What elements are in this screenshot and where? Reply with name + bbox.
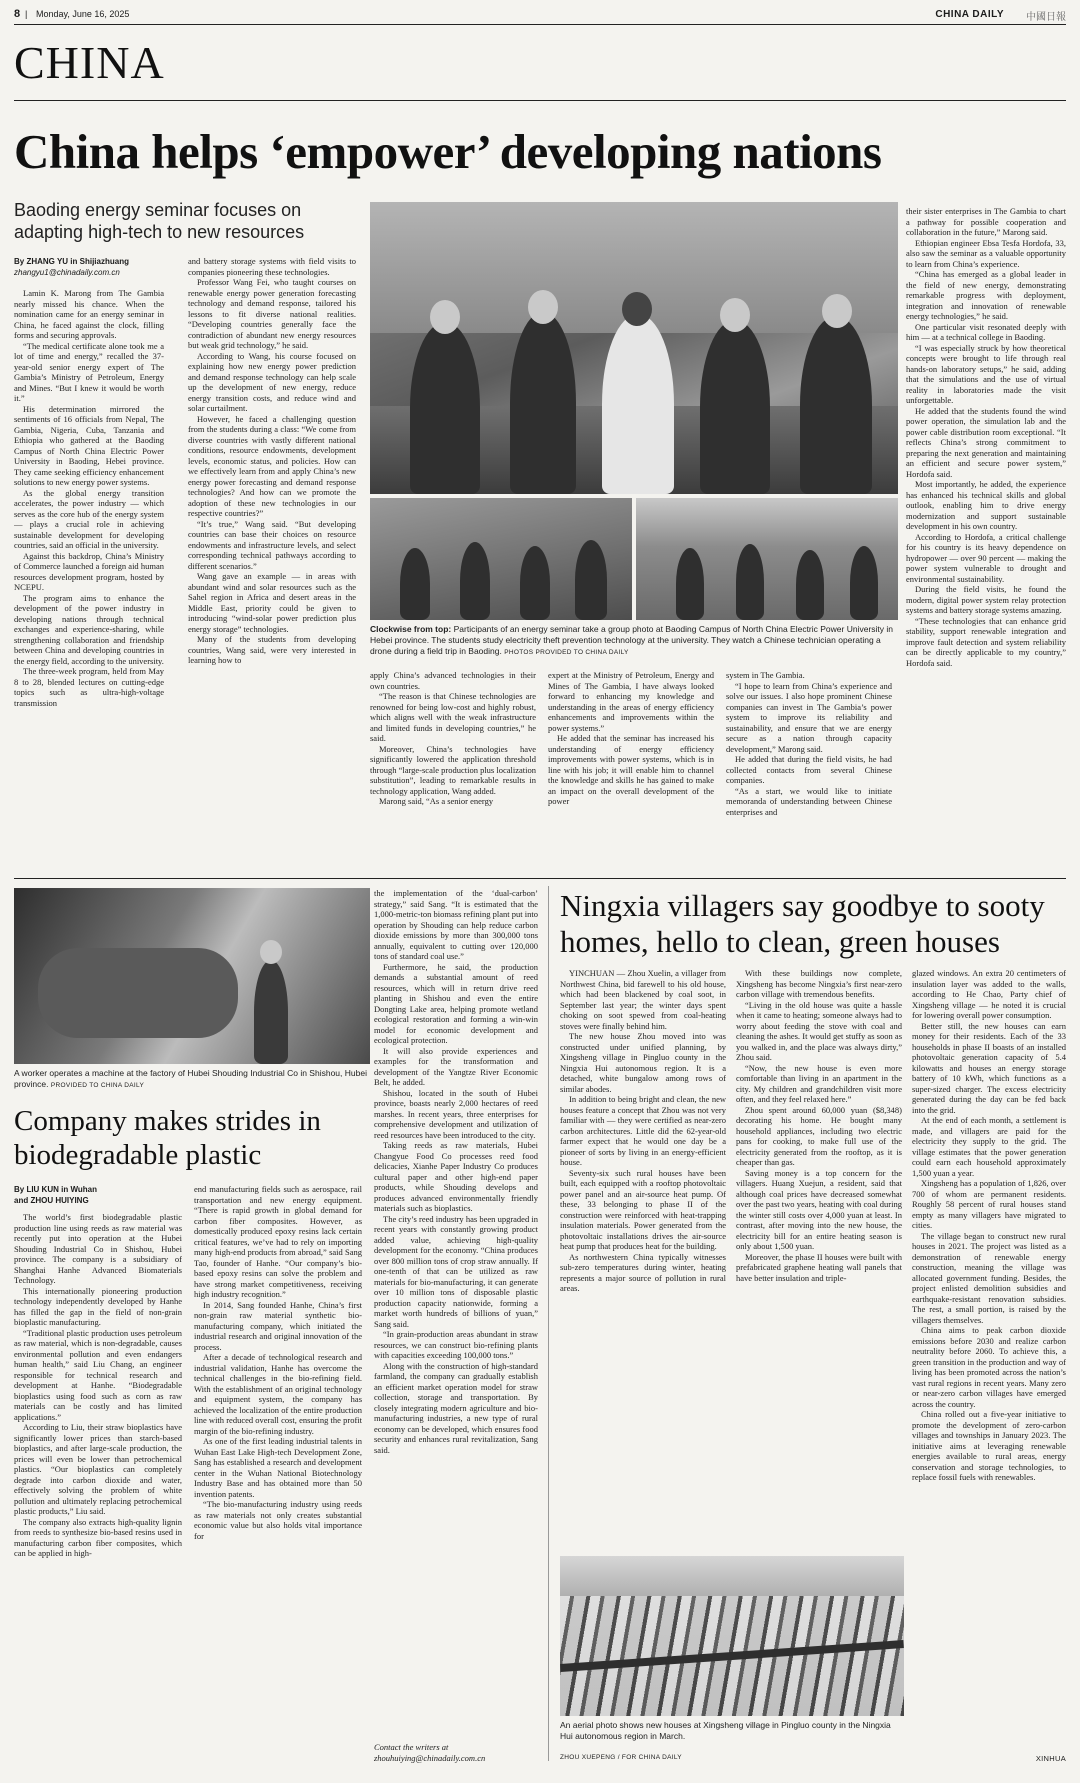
lead-byline <box>14 256 164 278</box>
caption-text: Participants of an energy seminar take a group photo at Baoding Campus of North China Electric Power University in Hebei province. The students study electricity theft prevention technology at the university. They watch a Chinese technician operating a drone during a field trip in Baoding. <box>370 624 893 656</box>
person-figure <box>510 312 576 494</box>
lead-c5-p0: system in The Gambia. <box>726 670 805 680</box>
plastic-c2-p1: In 2014, Sang founded Hanhe, China’s first non-grain raw material synthetic bio-manufacturing company, which initiated the industrial research and original innovation of the process. <box>194 1299 362 1352</box>
paper-name-chinese: 中國日報 <box>1026 12 1066 23</box>
caption-credit: PHOTOS PROVIDED TO CHINA DAILY <box>504 649 629 656</box>
paper-name: CHINA DAILY <box>935 9 1004 20</box>
lead-c6-p6: Most importantly, he added, the experience has enhanced his technical skills and global outlook, enabling him to drive energy modernization and support sustainable development in his own country. <box>906 479 1066 531</box>
mid-rule <box>14 878 1066 879</box>
lead-c1-p1: “The medical certificate alone took me a lot of time and energy,” recalled the 37-year-old senior energy expert of The Gambia’s Ministry of Petroleum, Energy and Mines. “But I knew it would be worth it.” <box>14 340 164 403</box>
lead-c3-p3: Marong said, “As a senior energy <box>379 796 494 806</box>
ningxia-c2-p1: “Living in the old house was quite a hassle when it came to heating; someone always had to worry about feeding the stove with coal and cleaning the ashes. It would get stuffy as soon as you walked in, and the place was always dirty,” Zhou said. <box>736 999 902 1062</box>
lead-c2-p5: Wang gave an example — in areas with abundant wind and solar resources such as the Sahel region in Africa and desert areas in the Middle East, priority could be given to introducing “wind-solar power prediction plus energy storage” technologies. <box>188 571 356 634</box>
contact-label: Contact the writers at <box>374 1742 449 1752</box>
lead-photo-caption <box>370 624 898 658</box>
lead-column-6 <box>906 206 1066 868</box>
ningxia-c2-p0: With these buildings now complete, Xingsheng has become Ningxia’s first near-zero carbon village with tremendous benefits. <box>736 968 902 999</box>
contact-email: zhouhuiying@chinadaily.com.cn <box>374 1753 486 1763</box>
plastic-column-3 <box>374 888 538 1738</box>
person-head <box>822 294 852 328</box>
page-separator: | <box>25 9 28 19</box>
person-figure <box>850 546 878 620</box>
plastic-c3-p1: Furthermore, he said, the production demands a substantial amount of reed resources, which will in return drive reed planting in Shishou and even the entire Dongting Lake area, helping promote wetland ecological restoration and forming a win-win model for economic development and ecological protection. <box>374 961 538 1045</box>
ningxia-c3-p4: The village began to construct new rural houses in 2021. The project was listed as a demonstration of renewable energy construction, meaning the village was allocated government funding. Besides, the project enlisted demolition subsidies and earthquake-resistant renovation subsidies. The rest, a small portion, is raised by the villagers themselves. <box>912 1230 1066 1325</box>
lead-byline-email: zhangyu1@chinadaily.com.cn <box>14 268 120 277</box>
person-figure <box>460 542 490 620</box>
lead-c4-p0: expert at the Ministry of Petroleum, Energy and Mines of The Gambia, I have always looked forward to enhancing my knowledge and understanding in the areas of energy efficiency enhancements and improvements within the power systems.” <box>548 670 714 733</box>
agency-credit: XINHUA <box>1035 1754 1066 1763</box>
plastic-c1-p4: The company also extracts high-quality lignin from reeds to synthesize bio-based resins used in manufacturing carbon fiber composites, which can be applied in high- <box>14 1516 182 1558</box>
ningxia-c3-p0: glazed windows. An extra 20 centimeters of insulation layer was added to the walls, according to He Chao, Party chief of Xingsheng village — he noted it is crucial for lowering overall power consumption. <box>912 968 1066 1020</box>
person-figure <box>796 550 824 620</box>
ningxia-c1-p0: YINCHUAN — Zhou Xuelin, a villager from Northwest China, bid farewell to his old house, which had been blackened by coal soot, in September last year; the winter days spent choking on soot spewed from coal-heating stoves were finally behind him. <box>560 968 726 1031</box>
plastic-c1-p3: According to Liu, their straw bioplastics have significantly lower prices than starch-based bioplastics, and after large-scale production, the prices will even be lower than petrochemical plastics. “Our bioplastics can completely degrade into carbon dioxide and water, effectively solving the problem of white pollution and ultimately replacing petrochemical plastic products,” Liu said. <box>14 1422 182 1516</box>
plastic-c2-p4: “The bio-manufacturing industry using reeds as raw materials not only creates substantial economic value but also holds vital importance for <box>194 1499 362 1541</box>
group-photo <box>370 202 898 494</box>
person-figure <box>676 548 704 620</box>
plastic-byline-1: By LIU KUN in Wuhan <box>14 1185 97 1194</box>
person-head <box>528 290 558 324</box>
lead-c2-p3: However, he faced a challenging question from the students during a class: “We come from diverse countries with vastly different national conditions, resource endowments, development levels, economic status, and policies. How can we effectively learn from and apply China’s new energy power forecasting and demand response technologies? And how can we promote the adoption of these new technologies in our respective countries?” <box>188 413 356 518</box>
factory-caption-credit: PROVIDED TO CHINA DAILY <box>50 1082 145 1089</box>
plastic-c3-p2: It will also provide experiences and examples for the transformation and development of the Yangtze River Economic Belt, he added. <box>374 1045 538 1087</box>
plastic-c1-p2: “Traditional plastic production uses petroleum as raw material, which is non-degradable, causes environmental pollution and even endangers human health,” said Liu Chang, an engineer responsible for technical research and development at Hanhe. “Biodegradable bioplastics using food such as corn as raw materials can be costly and has limited applications.” <box>14 1327 182 1422</box>
person-figure <box>410 322 480 494</box>
person-figure <box>575 540 607 620</box>
lead-c6-p8: During the field visits, he found the modern, digital power system relay protection systems and battery storage systems amazing. <box>906 584 1066 615</box>
lead-column-3 <box>370 670 536 868</box>
lead-subhead: Baoding energy seminar focuses on adapting high-tech to new resources <box>14 200 305 242</box>
lead-c6-p5: He added that the students found the wind power operation, the simulation lab and the power cable distribution room exceptional. “It reflects China’s strong commitment to preparing the next generation and maintaining an efficient and secure power system,” Hordofa said. <box>906 405 1066 479</box>
lead-column-4 <box>548 670 714 868</box>
lead-c1-p6: The three-week program, held from May 8 to 28, blended lectures on cutting-edge topics such as ultra-high-voltage transmission <box>14 666 164 708</box>
lead-c2-p6: Many of the students from developing countries, Wang said, were very interested in learning how to <box>188 634 356 665</box>
worker-head <box>260 940 282 964</box>
plastic-contact <box>374 1742 538 1764</box>
lead-c6-p0: their sister enterprises in The Gambia to chart a pathway for possible cooperation and collaboration in the future,” Marong said. <box>906 206 1066 237</box>
page-number: 8 <box>14 8 21 20</box>
lead-c6-p2: “China has emerged as a global leader in the field of new energy, demonstrating remarkable progress with deployment, integration and innovation of renewable energy technologies,” he said. <box>906 269 1066 321</box>
ningxia-c2-p4: Saving money is a top concern for the villagers. Huang Xuejun, a resident, said that although coal prices have decreased somewhat over the past two years, heating with coal during the winter still costs over 4,000 yuan at least. In contrast, after moving into the new house, the electricity bill for an entire heating season is only about 1,500 yuan. <box>736 1167 902 1251</box>
ningxia-c1-p1: The new house Zhou moved into was constructed under unified planning, by Xingsheng village in Pingluo county in the Ningxia Hui autonomous region. It is a detached, white bungalow among rows of similar abodes. <box>560 1031 726 1094</box>
lead-c2-p1: Professor Wang Fei, who taught courses on renewable energy power generation forecasting technology and demand response, tailored his lessons to fit diverse national realities. “Developing countries generally face the contradiction of abundant new energy resources but weak grid technology,” he said. <box>188 277 356 350</box>
person-head <box>720 298 750 332</box>
aerial-caption: An aerial photo shows new houses at Xingsheng village in Pingluo county in the Ningxia Hui autonomous region in March. <box>560 1720 891 1741</box>
person-head <box>622 292 652 326</box>
factory-caption-text: A worker operates a machine at the factory of Hubei Shouding Industrial Co in Shishou, Hubei province. <box>14 1068 367 1089</box>
lead-c3-p2: Moreover, China’s technologies have significantly lowered the application threshold through “large-scale production plus localization substitution”, leading to remarkable results in technology application, Wang added. <box>370 743 536 796</box>
ningxia-c3-p3: Xingsheng has a population of 1,826, over 700 of whom are permanent residents. Roughly 58 percent of rural houses stand empty as many villagers have migrated to cities. <box>912 1178 1066 1230</box>
ningxia-column-1 <box>560 968 726 1552</box>
lead-headline: China helps ‘empower’ developing nations <box>14 124 882 179</box>
lead-c1-p4: Against this backdrop, China’s Ministry of Commerce launched a foreign aid human resources development program, hosted by NCEPU. <box>14 550 164 592</box>
ningxia-headline: Ningxia villagers say goodbye to sooty homes, hello to clean, green houses <box>560 888 1045 959</box>
ningxia-c3-p5: China aims to peak carbon dioxide emissions before 2030 and realize carbon neutrality before 2060. To achieve this, a green transition in the production and way of living has been promoted across the nation’s vast rural regions in recent years. Many zero or near-zero carbon villages have emerged across the country. <box>912 1325 1066 1409</box>
lead-c4-p1: He added that the seminar has increased his understanding of energy efficiency improvements with power systems, which is in line with his job; it will enable him to channel the knowledge and skills he has gained to make an impact on the overall development of the power <box>548 733 714 806</box>
plastic-column-1 <box>14 1212 182 1766</box>
section-title: CHINA <box>14 37 165 88</box>
drone-photo <box>636 498 898 620</box>
section-rule <box>14 100 1066 101</box>
person-figure <box>602 314 674 494</box>
person-figure <box>400 548 430 620</box>
plastic-c1-p1: This internationally pioneering production technology independently developed by Hanhe has filled the gap in the field of non-grain bioplastic manufacturing. <box>14 1285 182 1327</box>
ningxia-c1-p2: In addition to being bright and clean, the new houses feature a concept that Zhou was not very familiar with — they were certified as near-zero carbon architectures. Little did the 62-year-old farmer expect that he would one day be a pioneer of sorts by living in an energy-efficient house. <box>560 1094 726 1167</box>
worker-figure <box>254 960 288 1064</box>
vertical-rule <box>548 886 549 1761</box>
lead-column-5 <box>726 670 892 868</box>
ningxia-c1-p3: Seventy-six such rural houses have been built, each equipped with a rooftop photovoltaic power panel and an air-source heat pump. Of these, 33 belonging to phase II of the construction were reinforced with heat-trapping insulation materials. Power generated from the photovoltaic installations drives the air-source heat pump that produces heat for the building. <box>560 1167 726 1251</box>
lead-c3-p1: “The reason is that Chinese technologies are renowned for being low-cost and highly robust, which aligns well with the weak infrastructure and limited funds in developing countries,” he said. <box>370 691 536 743</box>
aerial-village-photo <box>560 1556 904 1716</box>
lead-c1-p2: His determination mirrored the sentiments of 16 officials from Nepal, The Gambia, Nigeria, Cuba, Tanzania and Ethiopia who gathered at the Baoding Campus of North China Electric Power University in Baoding, Hebei province. They came seeking efficiency enhancement solutions to new energy power systems. <box>14 403 164 487</box>
plastic-c3-p4: Taking reeds as raw materials, Hubei Changyue Food Co processes reed food delicacies, Xianhe Paper Industry Co produces cultural paper and other high-end paper products, while Shouding develops and produces advanced environmentally friendly materials such as bioplastics. <box>374 1140 538 1213</box>
person-figure <box>520 546 550 620</box>
lead-c2-p2: According to Wang, his course focused on explaining how new energy power prediction and demand response technology can help scale up the development of new energy, reduce energy transition costs, and reduce wind and solar curtailment. <box>188 350 356 413</box>
ningxia-c2-p5: Moreover, the phase II houses were built with prefabricated graphene heating wall panels that have better insulation and triple- <box>736 1251 902 1283</box>
plastic-c3-p3: Shishou, located in the south of Hubei province, boasts nearly 2,000 hectares of reed marshes. In recent years, three enterprises for comprehensive development and utilization of reed resources have been introduced to the city. <box>374 1087 538 1140</box>
ningxia-column-3 <box>912 968 1066 1748</box>
lead-c6-p4: “I was especially struck by how theoretical concepts were brought to life through real hands-on laboratory setups,” he said, adding that the simulations and the use of virtual reality in laboratories made the visit unforgettable. <box>906 342 1066 405</box>
lead-c1-p5: The program aims to enhance the development of the power industry in developing nations through technical exchanges and experience-sharing, while strengthening collaboration and friendship between China and developing countries in the energy field, according to the university. <box>14 592 164 666</box>
plastic-column-2 <box>194 1184 362 1766</box>
factory-caption <box>14 1068 370 1091</box>
lead-c1-p0: Lamin K. Marong from The Gambia nearly missed his chance. When the nomination came for an energy seminar in China, he faced against the clock, filling forms and securing approvals. <box>14 288 164 340</box>
plastic-c3-p5: The city’s reed industry has been upgraded in recent years with constantly growing product added value, achieving high-quality development for the economy. “China produces over 800 million tons of crop straw annually. If one-tenth of that can be utilized as raw materials for bio-manufacturing, it can generate over 10 million tons of disposable plastic production capacity nationwide, forming a market worth hundreds of billions of yuan,” Sang said. <box>374 1213 538 1329</box>
issue-date: Monday, June 16, 2025 <box>36 9 130 19</box>
lead-column-1 <box>14 288 164 868</box>
lead-c5-p3: “As a start, we would like to initiate memoranda of understanding between Chinese enterprises and <box>726 785 892 817</box>
ningxia-c3-p6: China rolled out a five-year initiative to promote the development of zero-carbon villages and townships in January 2023. The initiative aims at leveraging renewable energies available to rural areas, energy conservation and storage technologies, to replace fossil fuels with renewables. <box>912 1409 1066 1482</box>
plastic-c3-p7: Along with the construction of high-standard farmland, the company can gradually establish an efficient market operation model for straw collection, storage and transportation. By closely integrating modern agriculture and bio-manufacturing industries, a new type of rural economy can be developed, which ensures food security and enhances rural revitalization, Sang said. <box>374 1360 538 1455</box>
person-figure <box>800 316 872 494</box>
ningxia-c2-p2: “Now, the new house is even more comfortable than living in an apartment in the city. My children and grandchildren visit more often, and they feel relaxed here.” <box>736 1062 902 1104</box>
plastic-byline-2: and ZHOU HUIYING <box>14 1196 89 1205</box>
lead-c6-p9: “These technologies that can enhance grid stability, support renewable integration and improve fault detection and system reliability can be directly applicable to my country,” Hordofa said. <box>906 615 1066 668</box>
person-head <box>430 300 460 334</box>
lead-c5-p1: “I hope to learn from China’s experience and solve our issues. I also hope prominent Chinese companies can invest in The Gambia’s power system to improve its reliability and sustainability, and ensure that we are energy secure as a nation through capacity development,” Marong said. <box>726 680 892 754</box>
factory-photo <box>14 888 370 1064</box>
lead-byline-name: By ZHANG YU in Shijiazhuang <box>14 257 129 266</box>
aerial-credit: ZHOU XUEPENG / FOR CHINA DAILY <box>560 1754 682 1761</box>
top-rule <box>14 24 1066 25</box>
ningxia-column-2 <box>736 968 902 1552</box>
lead-c2-p4: “It’s true,” Wang said. “But developing countries can base their choices on resource endowments and infrastructure levels, and select corresponding technical pathways according to different scenarios.” <box>188 518 356 571</box>
plastic-c3-p6: “In grain-production areas abundant in straw resources, we can construct bio-refining plants with capacities exceeding 100,000 tons.” <box>374 1329 538 1360</box>
ningxia-c2-p3: Zhou spent around 60,000 yuan ($8,348) decorating his home. He bought many household appliances, including two electric pans for cooking, to make full use of the electricity generated from the rooftop, as it is cheaper than gas. <box>736 1104 902 1167</box>
lab-photo <box>370 498 632 620</box>
lead-c1-p3: As the global energy transition accelerates, the power industry — which serves as the core hub of the energy system — plays a crucial role in achieving sustainable development for developing countries, said an official in the university. <box>14 487 164 550</box>
plastic-headline: Company makes strides in biodegradable plastic <box>14 1105 321 1171</box>
ningxia-c1-p4: As northwestern China typically witnesses sub-zero temperatures during winter, heating represents a major source of pollution in rural areas. <box>560 1251 726 1293</box>
factory-machine <box>38 948 238 1038</box>
person-figure <box>736 544 764 620</box>
lead-c6-p7: According to Hordofa, a critical challenge for his country is its heavy dependence on hydropower — over 90 percent — making the power system vulnerable to drought and environmental sustainability. <box>906 531 1066 584</box>
lead-c2-p0: and battery storage systems with field visits to companies pioneering these technologies. <box>188 256 356 277</box>
ningxia-c3-p1: Better still, the new houses can earn money for their residents. Each of the 33 households in phase II boasts of an installed photovoltaic generation capacity of 5.4 kilowatts and houses an energy storage battery of 10 kWh, which functions as a super-sized charger. The excess electricity generated during the day can be fed back into the grid. <box>912 1020 1066 1115</box>
plastic-c2-p0: end manufacturing fields such as aerospace, rail transportation and new energy equipment. “There is rapid growth in global demand for carbon fiber composites. However, as domestically produced epoxy resins lack certain critical features, we’ve had to rely on importing many high-end products from abroad,” said Sang Tao, founder of Hanhe. “Our company’s bio-based epoxy resins can solve the problem and have strong market competitiveness, receiving high industry recognition.” <box>194 1184 362 1299</box>
lead-c3-p0: apply China’s advanced technologies in their own countries. <box>370 670 536 691</box>
lead-c6-p3: One particular visit resonated deeply with him — at a technical college in Baoding. <box>906 321 1066 342</box>
plastic-c2-p2: After a decade of technological research and industrial validation, Hanhe has overcome the technical challenges in the bio-refining field. With the establishment of an original technology and equipment system, the company has achieved the localization of the entire production line with reduced overall cost, ensuring the profit margin of the bio-refining industry. <box>194 1352 362 1436</box>
top-bar <box>14 8 1066 24</box>
plastic-c1-p0: The world’s first biodegradable plastic production line using reeds as raw material was recently put into operation at the Hubei Shouding Industrial Co in Shishou, Hubei province. The company is a subsidiary of Shanghai Hanhe Advanced Biomaterials Technology. <box>14 1212 182 1285</box>
plastic-c2-p3: As one of the first leading industrial talents in Wuhan East Lake High-tech Development Zone, Sang has established a research and development center in the Wuhan National Biotechnology Industry Base and has obtained more than 50 invention patents. <box>194 1436 362 1499</box>
person-figure <box>700 320 770 494</box>
plastic-byline <box>14 1184 182 1206</box>
lead-c6-p1: Ethiopian engineer Ebsa Tesfa Hordofa, 33, also saw the seminar as a valuable opportunity to learn from China’s experience. <box>906 237 1066 269</box>
lead-column-2 <box>188 256 356 868</box>
ningxia-c3-p2: At the end of each month, a settlement is made, and villagers are paid for the electricity they supply to the grid. The village estimates that the power generation could earn each household approximately 1,500 yuan a year. <box>912 1115 1066 1178</box>
lead-c5-p2: He added that during the field visits, he had collected contacts from several Chinese companies. <box>726 754 892 785</box>
caption-lead: Clockwise from top: <box>370 624 452 634</box>
plastic-c3-p0: the implementation of the ‘dual-carbon’ strategy,” said Sang. “It is estimated that the 1,000-metric-ton biomass refining plant put into operation by Shouding can help reduce carbon dioxide emissions by more than 300,000 tons annually, equivalent to cutting over 120,000 tons of standard coal use.” <box>374 888 538 961</box>
